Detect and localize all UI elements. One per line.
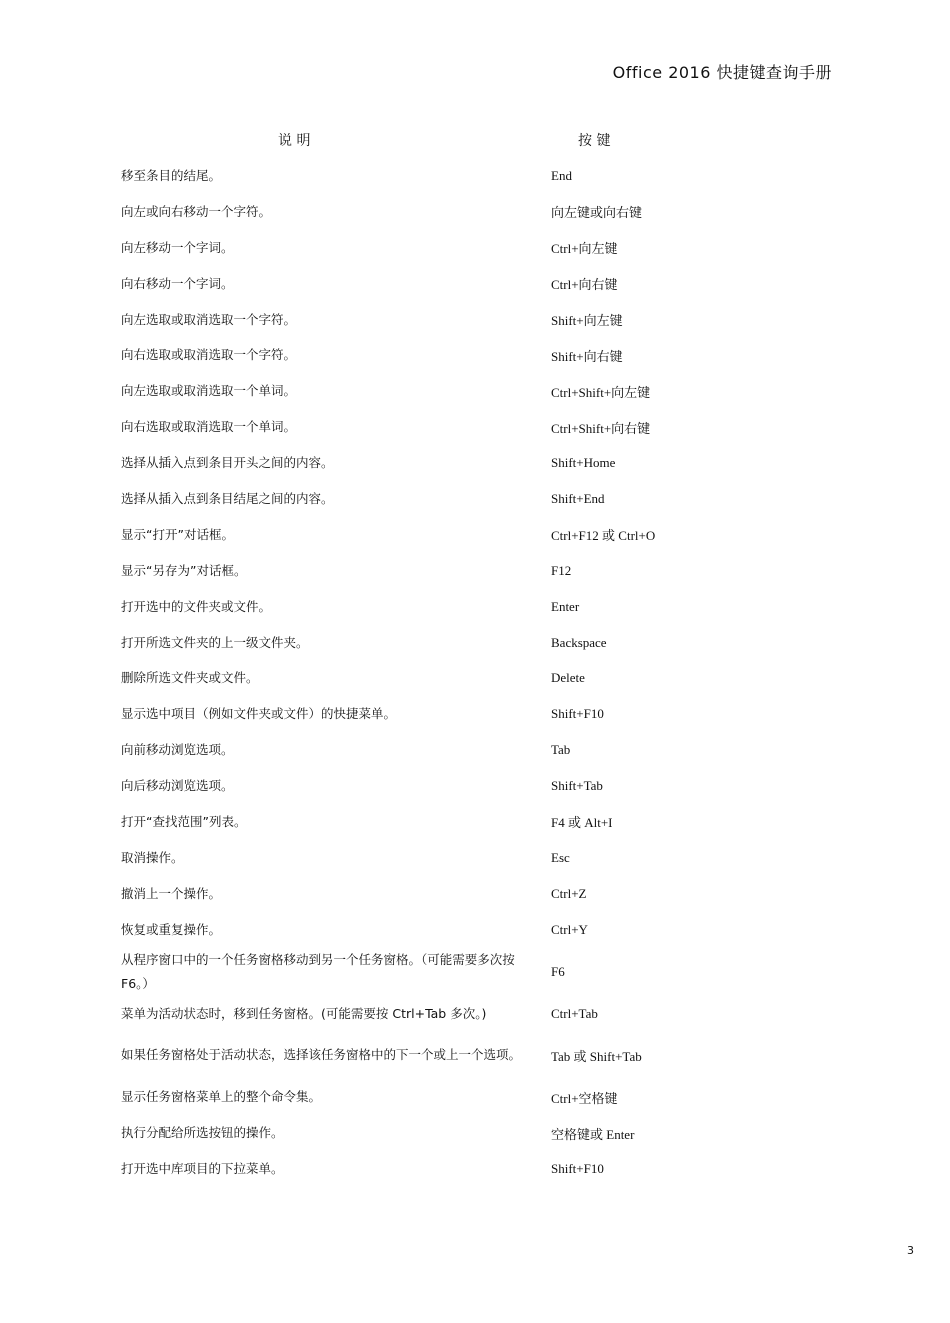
row-key: F12 — [551, 562, 572, 578]
table-row — [121, 302, 721, 338]
row-key: Shift+向右键 — [551, 348, 623, 364]
row-description: 向右移动一个字词。 — [121, 275, 234, 291]
row-description: 选择从插入点到条目结尾之间的内容。 — [121, 490, 334, 506]
table-row — [121, 660, 721, 696]
table-row — [121, 996, 721, 1032]
row-description: 显示选中项目（例如文件夹或文件）的快捷菜单。 — [121, 706, 397, 722]
row-description: 显示任务窗格菜单上的整个命令集。 — [121, 1089, 322, 1105]
row-key: 空格键或 Enter — [551, 1126, 635, 1142]
table-row — [121, 625, 721, 661]
row-description: 撤消上一个操作。 — [121, 885, 222, 901]
table-row — [121, 445, 721, 481]
row-key: Tab 或 Shift+Tab — [551, 1048, 642, 1064]
row-description: 显示“另存为”对话框。 — [121, 562, 247, 578]
row-key: Delete — [551, 670, 585, 686]
table-row — [121, 768, 721, 804]
table-row — [121, 517, 721, 553]
column-header-key: 按 键 — [578, 133, 611, 149]
row-key: Ctrl+空格键 — [551, 1090, 618, 1106]
row-description: 选择从插入点到条目开头之间的内容。 — [121, 455, 334, 471]
row-key: Ctrl+F12 或 Ctrl+O — [551, 528, 656, 544]
row-description: 打开选中的文件夹或文件。 — [121, 598, 272, 614]
table-row — [121, 840, 721, 876]
table-row — [121, 1031, 721, 1079]
row-description: 菜单为活动状态时，移到任务窗格。(可能需要按 Ctrl+Tab 多次。) — [121, 1005, 487, 1021]
table-body — [121, 158, 721, 1187]
row-description: 向左选取或取消选取一个单词。 — [121, 383, 297, 399]
row-key: Ctrl+Z — [551, 885, 587, 901]
row-description: 如果任务窗格处于活动状态，选择该任务窗格中的下一个或上一个选项。 — [121, 1047, 522, 1063]
row-description: 恢复或重复操作。 — [121, 921, 222, 937]
row-key: Ctrl+向左键 — [551, 241, 618, 257]
row-key: F6 — [551, 963, 565, 979]
row-key: Shift+End — [551, 490, 605, 506]
row-description: 向左选取或取消选取一个字符。 — [121, 311, 297, 327]
row-description: 移至条目的结尾。 — [121, 167, 222, 183]
row-key: Esc — [551, 849, 570, 865]
table-row — [121, 553, 721, 589]
row-key: F4 或 Alt+I — [551, 815, 613, 831]
row-key: Ctrl+Tab — [551, 1005, 598, 1021]
table-row — [121, 804, 721, 840]
table-row — [121, 194, 721, 230]
row-key: Ctrl+Y — [551, 921, 588, 937]
row-key: Shift+F10 — [551, 706, 604, 722]
table-row — [121, 1151, 721, 1187]
row-description: 显示“打开”对话框。 — [121, 526, 234, 542]
table-row — [121, 732, 721, 768]
table-row — [121, 230, 721, 266]
row-key: Shift+Tab — [551, 778, 603, 794]
row-key: Shift+F10 — [551, 1161, 604, 1177]
table-row — [121, 948, 721, 996]
row-description: 取消操作。 — [121, 849, 184, 865]
row-key: Ctrl+向右键 — [551, 277, 618, 293]
row-key: Ctrl+Shift+向右键 — [551, 420, 651, 436]
row-description: 打开选中库项目的下拉菜单。 — [121, 1161, 284, 1177]
table-row — [121, 337, 721, 373]
table-row — [121, 1115, 721, 1151]
table-row — [121, 912, 721, 948]
row-description: 打开所选文件夹的上一级文件夹。 — [121, 634, 309, 650]
table-row — [121, 696, 721, 732]
table-row — [121, 1079, 721, 1115]
row-key: Tab — [551, 742, 571, 758]
row-description: 向左或向右移动一个字符。 — [121, 203, 272, 219]
table-row — [121, 481, 721, 517]
row-key: End — [551, 167, 572, 183]
row-description: 向前移动浏览选项。 — [121, 742, 234, 758]
row-key: 向左键或向右键 — [551, 205, 643, 221]
table-row — [121, 589, 721, 625]
row-description: 向后移动浏览选项。 — [121, 778, 234, 794]
shortcut-table — [121, 122, 721, 1187]
row-description: 从程序窗口中的一个任务窗格移动到另一个任务窗格。（可能需要多次按 F6。） — [121, 951, 515, 991]
document-header-title: Office 2016 快捷键查询手册 — [612, 63, 832, 82]
table-header-row — [121, 122, 721, 158]
table-row — [121, 409, 721, 445]
row-key: Ctrl+Shift+向左键 — [551, 384, 651, 400]
row-key: Enter — [551, 598, 580, 614]
row-description: 向左移动一个字词。 — [121, 239, 234, 255]
row-description: 执行分配给所选按钮的操作。 — [121, 1125, 284, 1141]
row-description: 向右选取或取消选取一个字符。 — [121, 347, 297, 363]
row-key: Backspace — [551, 634, 607, 650]
column-header-description: 说 明 — [278, 133, 311, 149]
row-description: 删除所选文件夹或文件。 — [121, 670, 259, 686]
row-key: Shift+向左键 — [551, 313, 623, 328]
table-row — [121, 158, 721, 194]
page-number: 3 — [907, 1244, 914, 1257]
table-row — [121, 266, 721, 302]
row-key: Shift+Home — [551, 455, 616, 471]
row-description: 打开“查找范围”列表。 — [121, 813, 247, 829]
table-row — [121, 876, 721, 912]
row-description: 向右选取或取消选取一个单词。 — [121, 419, 297, 435]
table-row — [121, 373, 721, 409]
